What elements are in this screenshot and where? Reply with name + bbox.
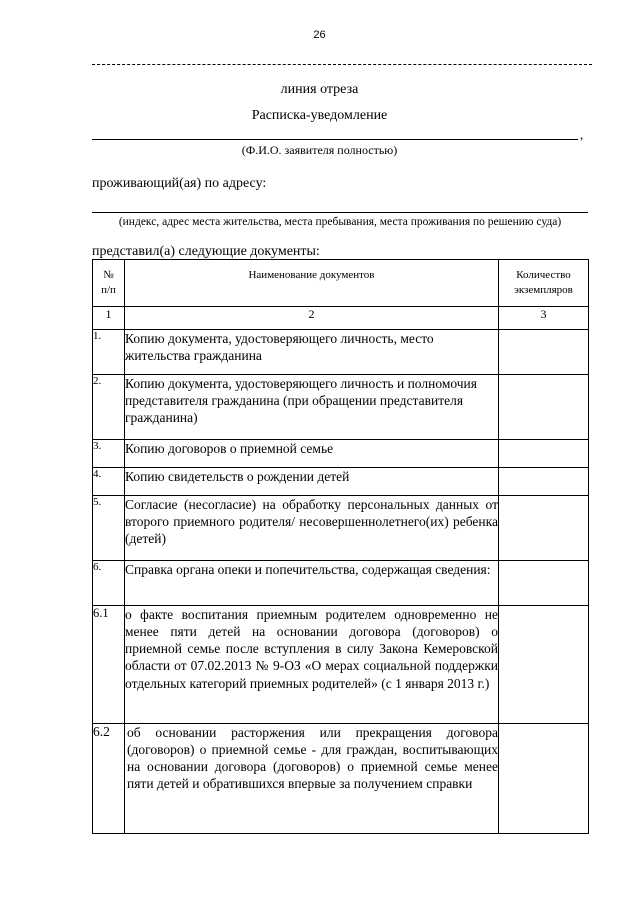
row-document-name: Копию договоров о приемной семье	[125, 440, 499, 468]
applicant-name-caption: (Ф.И.О. заявителя полностью)	[241, 143, 398, 157]
page-number: 26	[313, 29, 326, 41]
row-quantity[interactable]	[499, 440, 589, 468]
row-document-name: Копию свидетельств о рождении детей	[125, 468, 499, 496]
table-row	[93, 330, 589, 375]
table-row	[93, 561, 589, 606]
index-cell-1: 1	[93, 307, 125, 330]
row-quantity[interactable]	[499, 561, 589, 606]
table-row	[93, 724, 589, 834]
row-document-name: Согласие (несогласие) на обработку персональных данных от второго приемного родителя/ несовершеннолетнего(их) ребенка (детей)	[125, 496, 499, 561]
row-document-name: Копию документа, удостоверяющего личность и полномочия представителя гражданина (при обращении представителя гражданина)	[125, 375, 499, 440]
table-row	[93, 440, 589, 468]
row-document-name: о факте воспитания приемным родителем одновременно не менее пяти детей на основании договора (договоров) о приемной семье после вступления в силу Закона Кемеровской области от 07.02.2013 № 9-ОЗ «О мерах социальной поддержки отдельных категорий приемных родителей» (с 1 января 2013 г.)	[125, 606, 499, 724]
row-number: 5.	[93, 496, 125, 561]
row-number: 6.	[93, 561, 125, 606]
documents-table	[92, 259, 589, 834]
cut-line	[92, 64, 592, 65]
table-row	[93, 606, 589, 724]
row-document-name: Справка органа опеки и попечительства, содержащая сведения:	[125, 561, 499, 606]
name-line-comma: ,	[580, 127, 584, 142]
header-number: № п/п	[93, 260, 125, 307]
document-title: Расписка-уведомление	[251, 108, 388, 123]
header-quantity: Количество экземпляров	[499, 260, 589, 307]
header-document-name: Наименование документов	[125, 260, 499, 307]
row-quantity[interactable]	[499, 606, 589, 724]
table-row	[93, 496, 589, 561]
documents-label: представил(а) следующие документы:	[92, 244, 320, 259]
address-label: проживающий(ая) по адресу:	[92, 176, 267, 191]
address-caption: (индекс, адрес места жительства, места пребывания, места проживания по решению суда)	[118, 216, 562, 228]
row-document-name: Копию документа, удостоверяющего личность, место жительства гражданина	[125, 330, 499, 375]
applicant-name-line	[92, 139, 578, 140]
row-number: 1.	[93, 330, 125, 375]
row-number: 3.	[93, 440, 125, 468]
row-quantity[interactable]	[499, 375, 589, 440]
row-quantity[interactable]	[499, 468, 589, 496]
row-number: 6.1	[93, 606, 125, 724]
index-cell-3: 3	[499, 307, 589, 330]
address-line	[92, 212, 588, 213]
table-index-row	[93, 307, 589, 330]
row-quantity[interactable]	[499, 330, 589, 375]
table-row	[93, 375, 589, 440]
row-quantity[interactable]	[499, 724, 589, 834]
row-number: 6.2	[93, 724, 125, 834]
cut-line-label: линия отреза	[280, 82, 359, 97]
row-quantity[interactable]	[499, 496, 589, 561]
index-cell-2: 2	[125, 307, 499, 330]
row-number: 4.	[93, 468, 125, 496]
table-header-row	[93, 260, 589, 307]
row-document-name: об основании расторжения или прекращения договора (договоров) о приемной семье - для граждан, воспитывающих на основании договора (договоров) о приемной семье менее пяти детей и обратившихся впервые за получением справки	[125, 724, 499, 834]
row-number: 2.	[93, 375, 125, 440]
table-row	[93, 468, 589, 496]
